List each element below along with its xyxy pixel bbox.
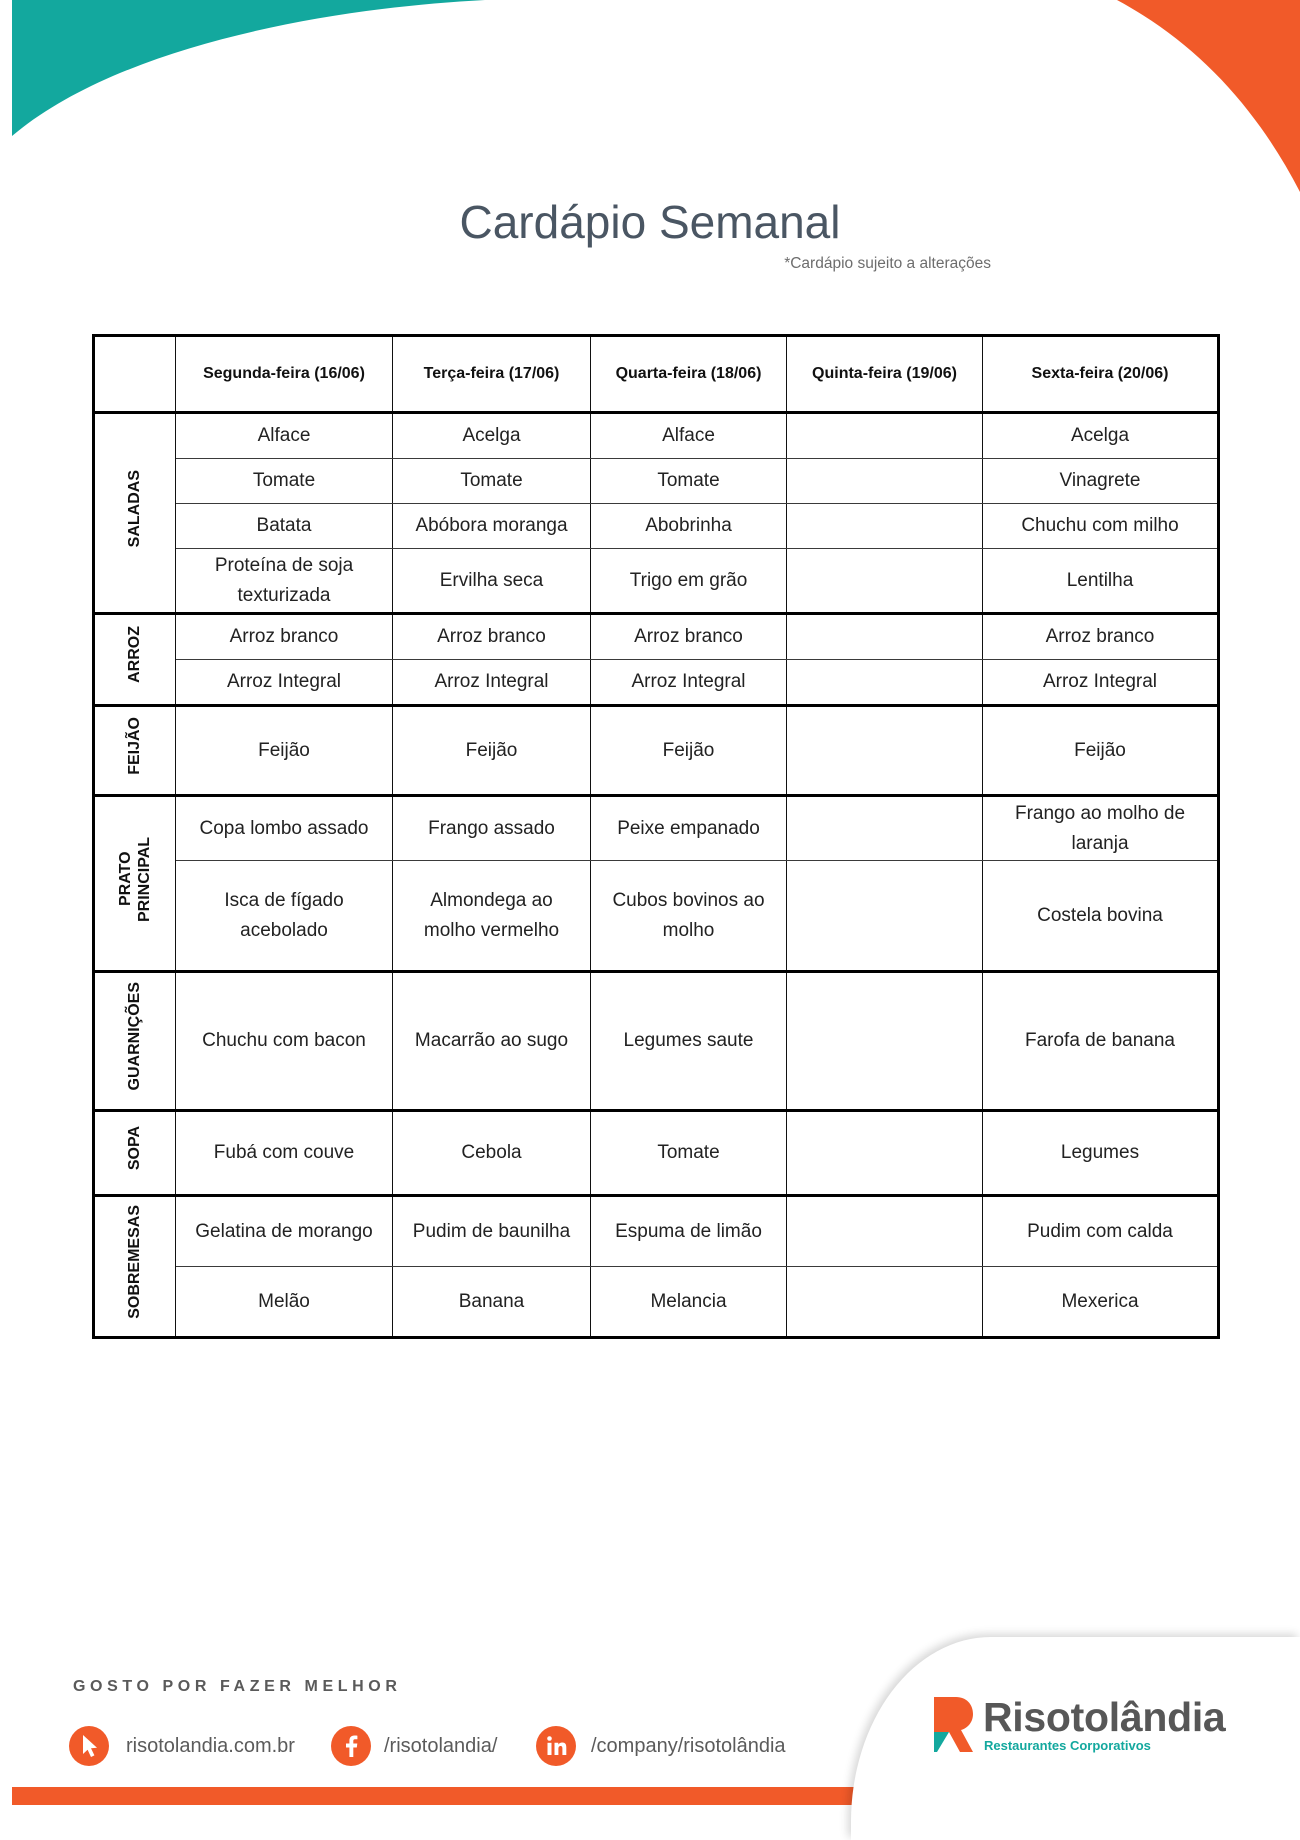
weekly-menu-table	[92, 334, 1220, 1339]
menu-item-cell: Pudim com calda	[983, 1196, 1219, 1267]
category-label: ARROZ	[126, 626, 144, 684]
menu-item-cell: Farofa de banana	[983, 972, 1219, 1111]
menu-item-cell: Espuma de limão	[591, 1196, 787, 1267]
orange-corner	[1117, 0, 1300, 192]
menu-item-cell: Arroz branco	[393, 614, 591, 660]
menu-item-cell: Tomate	[393, 459, 591, 504]
menu-item-cell: Chuchu com milho	[983, 504, 1219, 549]
table-row	[94, 861, 1219, 972]
menu-item-cell: Fubá com couve	[176, 1111, 393, 1196]
category-label: SOPA	[126, 1126, 144, 1171]
menu-item-cell	[787, 1196, 983, 1267]
linkedin-link-text: /company/risotolândia	[591, 1734, 786, 1757]
menu-item-cell: Trigo em grão	[591, 549, 787, 614]
page-title: Cardápio Semanal	[459, 196, 841, 248]
menu-item-cell: Arroz Integral	[983, 660, 1219, 706]
menu-item-cell: Copa lombo assado	[176, 796, 393, 861]
menu-item-cell: Pudim de baunilha	[393, 1196, 591, 1267]
menu-item-cell: Arroz branco	[983, 614, 1219, 660]
category-label-cell	[94, 796, 176, 972]
menu-item-cell: Banana	[393, 1267, 591, 1338]
table-row	[94, 796, 1219, 861]
table-row	[94, 972, 1219, 1111]
menu-item-cell: Peixe empanado	[591, 796, 787, 861]
menu-item-cell: Feijão	[591, 706, 787, 796]
table-row	[94, 660, 1219, 706]
category-label-cell	[94, 706, 176, 796]
disclaimer-note: *Cardápio sujeito a alterações	[784, 255, 991, 272]
menu-item-cell: Acelga	[393, 413, 591, 459]
menu-item-cell: Arroz Integral	[176, 660, 393, 706]
bottom-accent-bar	[12, 1787, 857, 1805]
menu-item-cell: Proteína de soja texturizada	[176, 549, 393, 614]
linkedin-link[interactable]	[536, 1726, 786, 1766]
table-header-row	[94, 336, 1219, 413]
menu-item-cell	[787, 660, 983, 706]
menu-item-cell: Abóbora moranga	[393, 504, 591, 549]
table-row	[94, 504, 1219, 549]
menu-item-cell: Legumes	[983, 1111, 1219, 1196]
category-label: SOBREMESAS	[126, 1204, 144, 1319]
category-label: PRATO PRINCIPAL	[116, 836, 153, 922]
table-row	[94, 1267, 1219, 1338]
menu-item-cell: Tomate	[176, 459, 393, 504]
menu-item-cell: Isca de fígado acebolado	[176, 861, 393, 972]
slogan: GOSTO POR FAZER MELHOR	[73, 1678, 402, 1695]
category-label-cell	[94, 413, 176, 614]
category-label-cell	[94, 614, 176, 706]
menu-item-cell: Gelatina de morango	[176, 1196, 393, 1267]
top-decoration	[0, 0, 1300, 200]
menu-item-cell: Chuchu com bacon	[176, 972, 393, 1111]
menu-item-cell	[787, 413, 983, 459]
menu-item-cell: Arroz Integral	[393, 660, 591, 706]
menu-item-cell: Melão	[176, 1267, 393, 1338]
table-row	[94, 413, 1219, 459]
menu-item-cell	[787, 972, 983, 1111]
cursor-icon	[69, 1726, 109, 1766]
logo-tagline: Restaurantes Corporativos	[984, 1738, 1151, 1753]
menu-item-cell: Tomate	[591, 459, 787, 504]
table-row	[94, 1196, 1219, 1267]
category-label: FEIJÃO	[126, 716, 144, 775]
day-header: Terça-feira (17/06)	[393, 336, 591, 413]
menu-item-cell: Batata	[176, 504, 393, 549]
menu-item-cell	[787, 706, 983, 796]
facebook-link[interactable]	[331, 1726, 497, 1766]
logo-wordmark: Risotolândia	[983, 1694, 1226, 1740]
menu-item-cell: Abobrinha	[591, 504, 787, 549]
menu-item-cell: Acelga	[983, 413, 1219, 459]
menu-item-cell: Alface	[591, 413, 787, 459]
menu-item-cell	[787, 861, 983, 972]
menu-item-cell	[787, 614, 983, 660]
category-label-cell	[94, 1111, 176, 1196]
category-label: GUARNIÇÕES	[126, 982, 144, 1091]
category-label-cell	[94, 972, 176, 1111]
menu-item-cell: Frango assado	[393, 796, 591, 861]
menu-item-cell: Arroz branco	[176, 614, 393, 660]
menu-item-cell: Macarrão ao sugo	[393, 972, 591, 1111]
menu-item-cell	[787, 1111, 983, 1196]
day-header: Segunda-feira (16/06)	[176, 336, 393, 413]
menu-item-cell	[787, 504, 983, 549]
menu-item-cell: Cebola	[393, 1111, 591, 1196]
menu-item-cell: Frango ao molho de laranja	[983, 796, 1219, 861]
menu-item-cell: Feijão	[176, 706, 393, 796]
day-header: Quinta-feira (19/06)	[787, 336, 983, 413]
menu-item-cell: Melancia	[591, 1267, 787, 1338]
menu-item-cell: Vinagrete	[983, 459, 1219, 504]
logo-icon	[934, 1697, 974, 1753]
menu-item-cell	[787, 1267, 983, 1338]
menu-item-cell	[787, 549, 983, 614]
menu-item-cell: Legumes saute	[591, 972, 787, 1111]
linkedin-icon	[536, 1726, 576, 1766]
menu-item-cell: Costela bovina	[983, 861, 1219, 972]
menu-item-cell: Cubos bovinos ao molho	[591, 861, 787, 972]
menu-item-cell: Lentilha	[983, 549, 1219, 614]
menu-item-cell: Arroz Integral	[591, 660, 787, 706]
teal-swoosh	[12, 0, 485, 136]
table-row	[94, 614, 1219, 660]
facebook-link-text: /risotolandia/	[384, 1734, 498, 1757]
menu-item-cell: Feijão	[393, 706, 591, 796]
day-header: Quarta-feira (18/06)	[591, 336, 787, 413]
menu-item-cell: Tomate	[591, 1111, 787, 1196]
facebook-icon	[331, 1726, 371, 1766]
table-row	[94, 549, 1219, 614]
table-row	[94, 706, 1219, 796]
menu-item-cell: Alface	[176, 413, 393, 459]
website-link-text: risotolandia.com.br	[126, 1734, 295, 1757]
category-label-cell	[94, 1196, 176, 1338]
menu-item-cell: Feijão	[983, 706, 1219, 796]
category-label: SALADAS	[126, 469, 144, 547]
day-header: Sexta-feira (20/06)	[983, 336, 1219, 413]
website-link[interactable]	[69, 1726, 295, 1766]
table-row	[94, 459, 1219, 504]
menu-item-cell: Almondega ao molho vermelho	[393, 861, 591, 972]
menu-item-cell: Arroz branco	[591, 614, 787, 660]
menu-item-cell: Ervilha seca	[393, 549, 591, 614]
menu-item-cell	[787, 796, 983, 861]
menu-item-cell: Mexerica	[983, 1267, 1219, 1338]
menu-item-cell	[787, 459, 983, 504]
corner-cell	[94, 336, 176, 413]
table-row	[94, 1111, 1219, 1196]
